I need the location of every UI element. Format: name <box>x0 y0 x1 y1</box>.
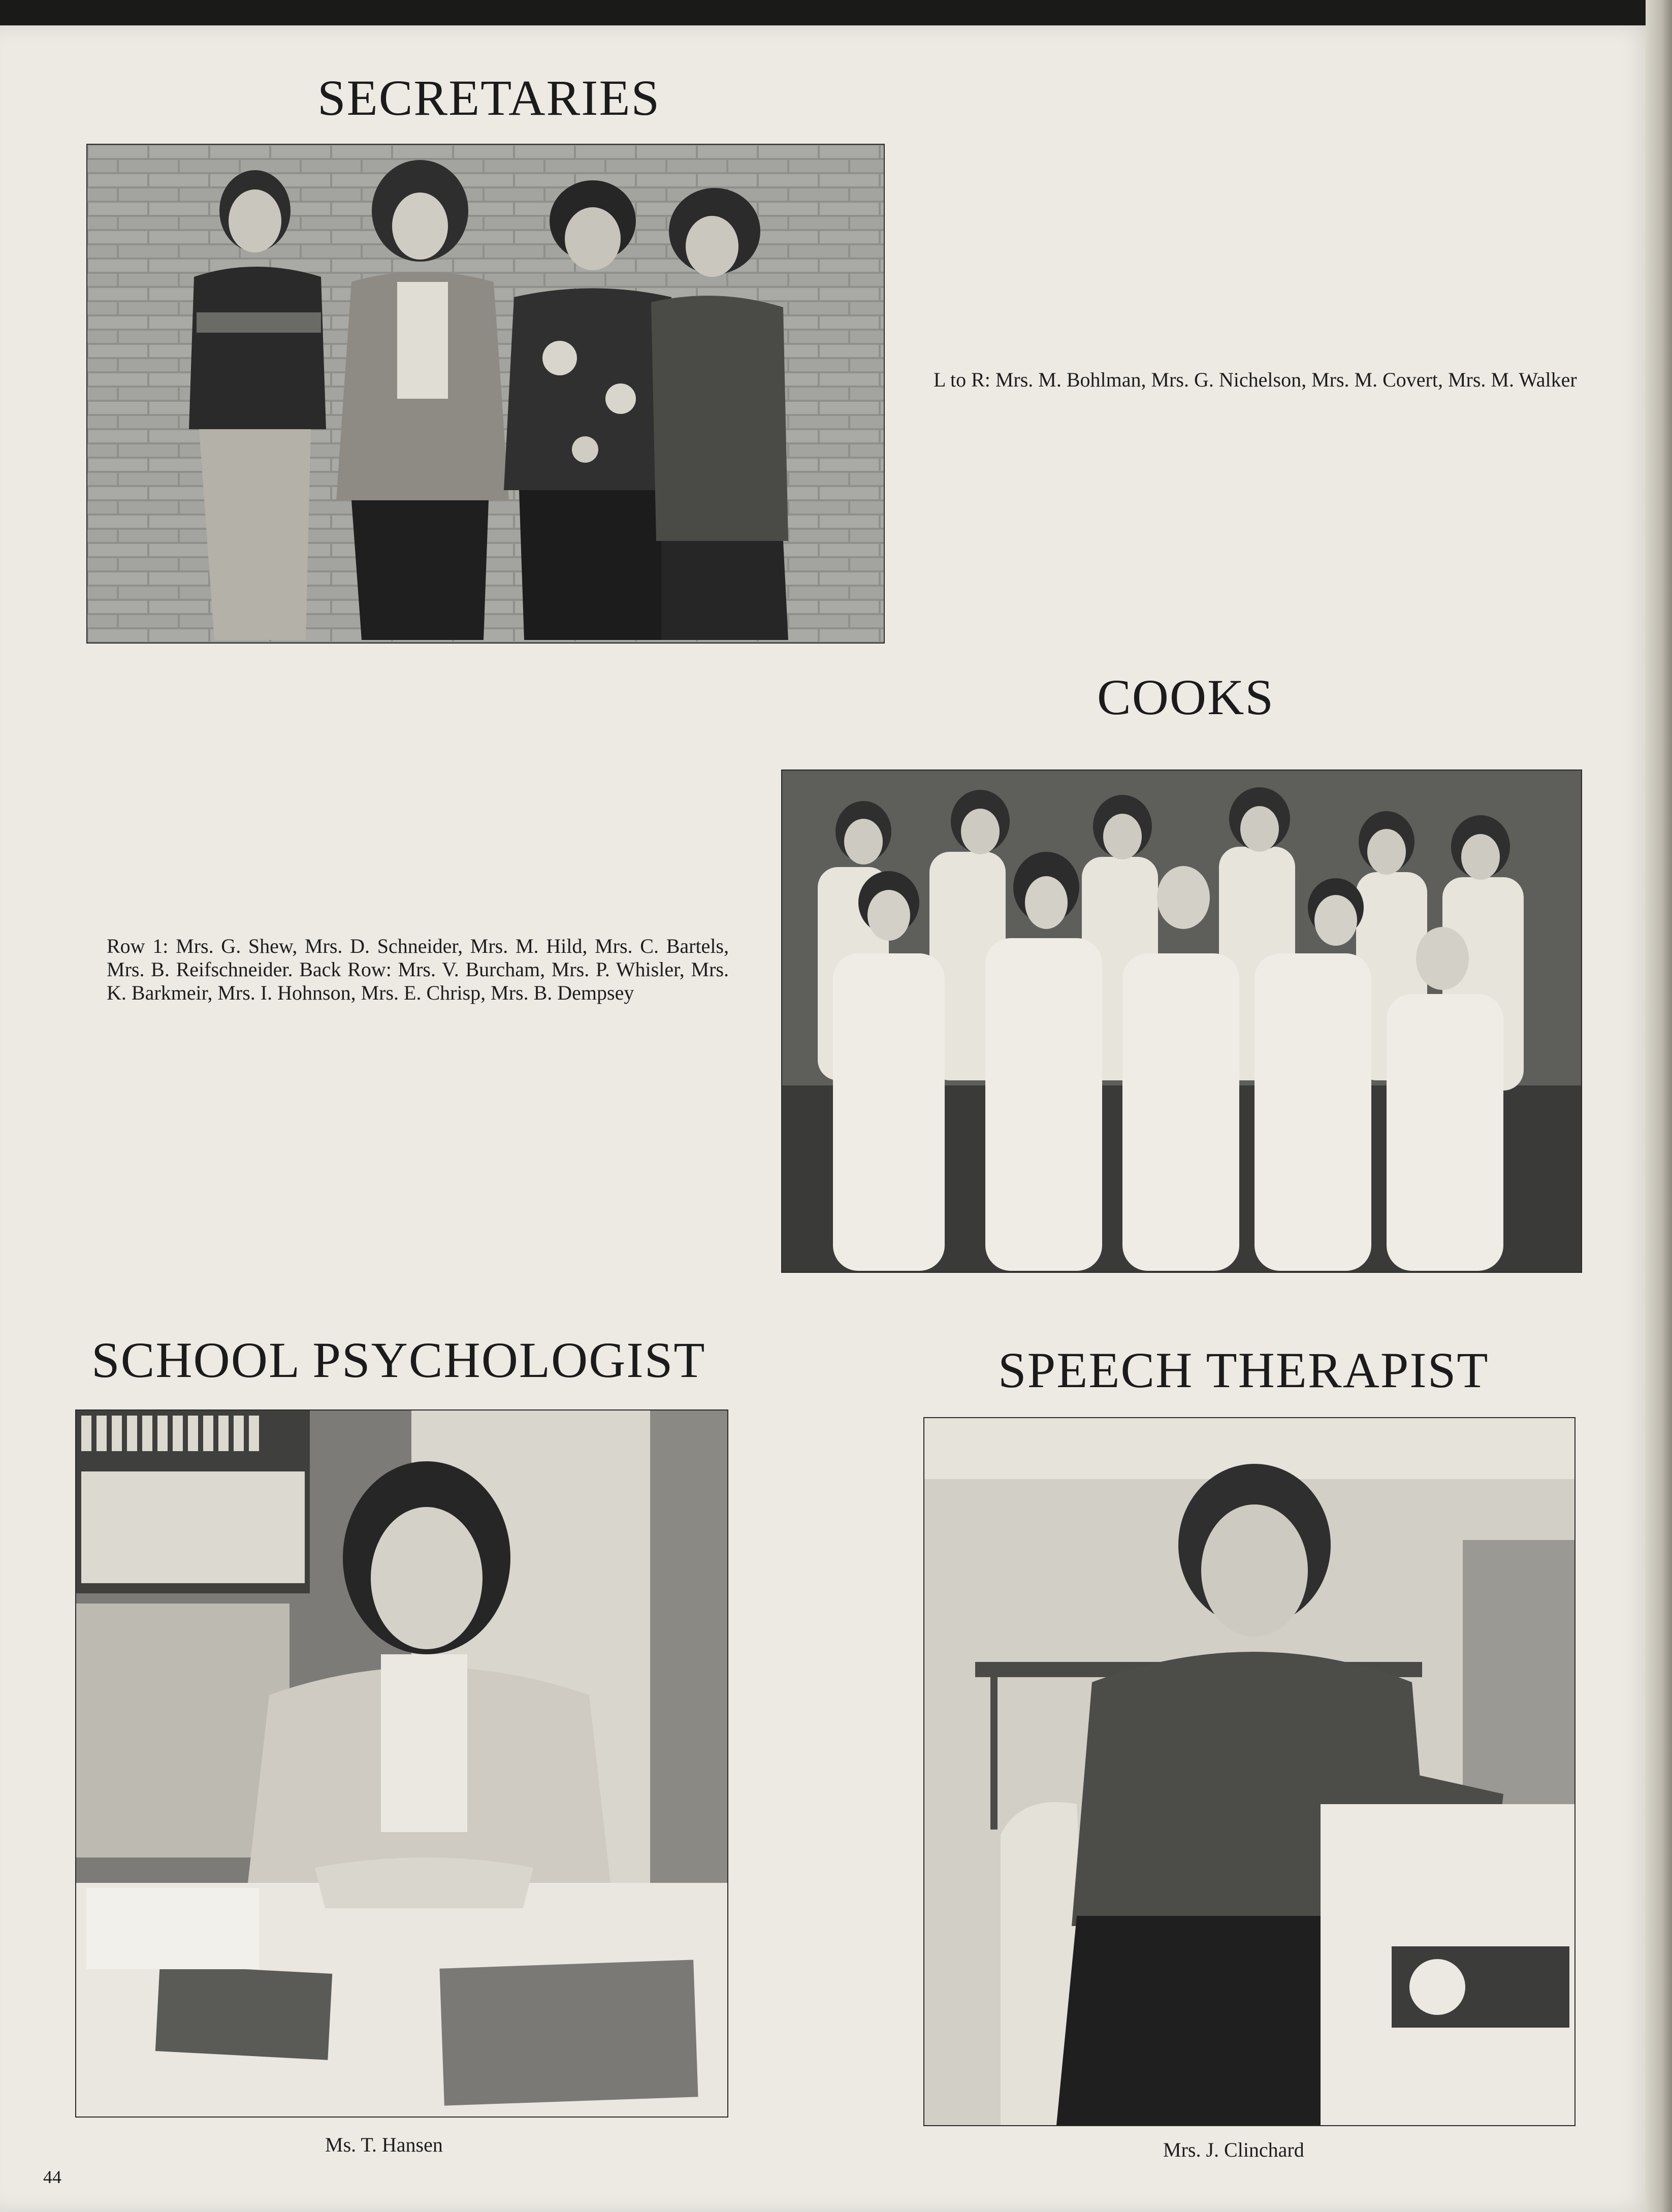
cooks-caption: Row 1: Mrs. G. Shew, Mrs. D. Schneider, Mrs. M. Hild, Mrs. C. Bartels, Mrs. B. Reifschneider. Back Row: Mrs. V. Burcham, Mrs. P. Whisler, Mrs. K. Barkmeir, Mrs. I. Hohnson, Mrs. E. Chrisp, Mrs. B. Dempsey <box>107 935 729 1004</box>
secretaries-photo <box>86 144 885 644</box>
cooks-photo <box>781 770 1582 1273</box>
cooks-heading: COOKS <box>1097 669 1274 725</box>
speech-therapist-heading: SPEECH THERAPIST <box>998 1342 1489 1398</box>
page-edge <box>1646 0 1672 2212</box>
page-number: 44 <box>43 2167 61 2187</box>
secretaries-caption: L to R: Mrs. M. Bohlman, Mrs. G. Nichelson, Mrs. M. Covert, Mrs. M. Walker <box>934 368 1577 391</box>
speech-therapist-photo <box>923 1417 1575 2126</box>
school-psychologist-caption: Ms. T. Hansen <box>325 2133 443 2156</box>
yearbook-page <box>0 25 1656 2212</box>
school-psychologist-heading: SCHOOL PSYCHOLOGIST <box>91 1332 706 1388</box>
speech-therapist-caption: Mrs. J. Clinchard <box>1163 2138 1304 2161</box>
secretaries-heading: SECRETARIES <box>317 70 661 126</box>
school-psychologist-photo <box>75 1409 728 2118</box>
